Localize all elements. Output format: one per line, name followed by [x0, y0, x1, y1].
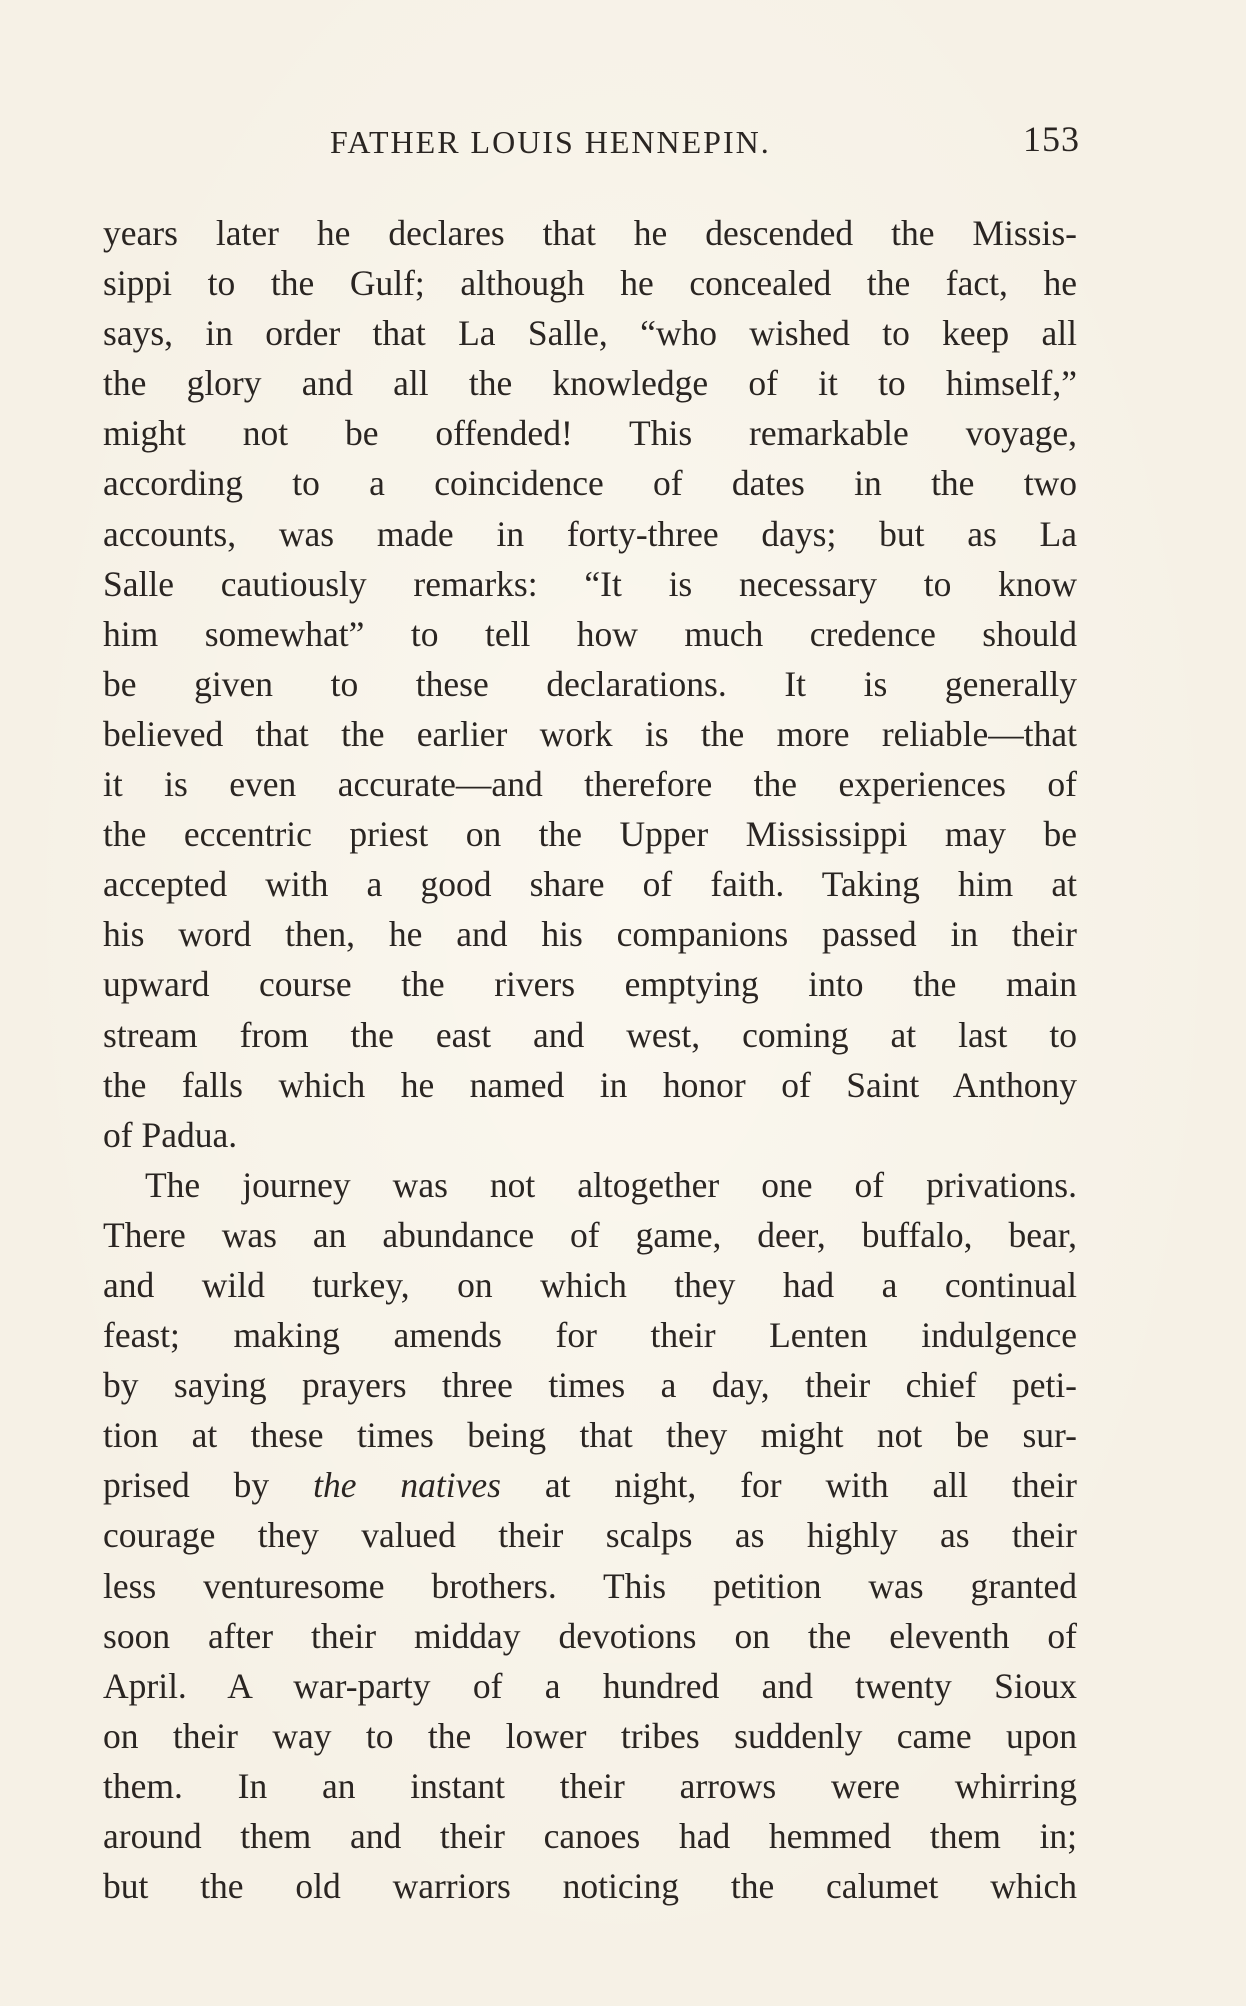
- text-segment: stream from the east and west, coming at last to: [103, 1014, 1077, 1055]
- text-segment: the eccentric priest on the Upper Mississippi may be: [103, 814, 1077, 855]
- text-line: [103, 1611, 1077, 1661]
- running-head: [100, 118, 1080, 168]
- text-line: [103, 809, 1077, 859]
- text-segment: but the old warriors noticing the calumet which: [103, 1866, 1077, 1907]
- text-segment: soon after their midday devotions on the eleventh of: [103, 1615, 1077, 1656]
- text-segment: April. A war-party of a hundred and twenty Sioux: [103, 1665, 1077, 1706]
- text-line: [103, 1410, 1077, 1460]
- text-segment: of Padua.: [103, 1114, 238, 1155]
- text-line: [103, 1711, 1077, 1761]
- text-segment: years later he declares that he descended the Missis-: [103, 213, 1077, 253]
- text-line: [103, 208, 1077, 258]
- text-line: [103, 659, 1077, 709]
- text-line: [103, 559, 1077, 609]
- text-segment: accepted with a good share of faith. Taking him at: [103, 864, 1077, 905]
- text-line: [103, 1360, 1077, 1410]
- text-segment: believed that the earlier work is the more reliable—that: [103, 713, 1077, 754]
- text-line: [103, 509, 1077, 559]
- text-segment: feast; making amends for their Lenten indulgence: [103, 1315, 1077, 1356]
- text-line: [103, 258, 1077, 308]
- text-segment: him somewhat” to tell how much credence should: [103, 613, 1077, 654]
- text-line: [103, 1510, 1077, 1560]
- running-title: FATHER LOUIS HENNEPIN.: [330, 124, 771, 160]
- text-segment: around them and their canoes had hemmed them in;: [103, 1816, 1077, 1856]
- text-line: [103, 1260, 1077, 1310]
- text-line: [103, 1210, 1077, 1260]
- italic-text: the natives: [313, 1465, 501, 1506]
- text-segment: The journey was not altogether one of privations.: [145, 1164, 1077, 1205]
- text-segment: them. In an instant their arrows were whirring: [103, 1765, 1077, 1806]
- text-segment: the glory and all the knowledge of it to himself,”: [103, 363, 1077, 404]
- text-segment: There was an abundance of game, deer, buffalo, bear,: [103, 1214, 1077, 1255]
- text-line: [103, 408, 1077, 458]
- text-line: [103, 1661, 1077, 1711]
- text-segment: and wild turkey, on which they had a continual: [103, 1264, 1077, 1305]
- text-line: [103, 358, 1077, 408]
- text-line: [103, 458, 1077, 508]
- text-line: [103, 1460, 1077, 1510]
- page-number: 153: [1023, 119, 1080, 159]
- text-segment: on their way to the lower tribes suddenly came upon: [103, 1715, 1077, 1756]
- text-line: [103, 308, 1077, 358]
- text-line: [103, 1160, 1077, 1210]
- text-segment: says, in order that La Salle, “who wished to keep all: [103, 313, 1077, 354]
- text-segment: prised by: [103, 1465, 314, 1506]
- text-line: [103, 1861, 1077, 1911]
- text-segment: sippi to the Gulf; although he concealed the fact, he: [103, 263, 1077, 304]
- text-line: [103, 759, 1077, 809]
- text-line: [103, 859, 1077, 909]
- text-line: [103, 1310, 1077, 1360]
- text-line: [103, 609, 1077, 659]
- text-line: [103, 1060, 1077, 1110]
- text-segment: according to a coincidence of dates in the two: [103, 463, 1077, 504]
- text-line: [103, 1010, 1077, 1060]
- text-line: [103, 1561, 1077, 1611]
- text-segment: be given to these declarations. It is generally: [103, 663, 1077, 704]
- text-segment: it is even accurate—and therefore the experiences of: [103, 764, 1077, 805]
- text-segment: accounts, was made in forty-three days; but as La: [103, 513, 1077, 554]
- text-line: [103, 709, 1077, 759]
- text-segment: his word then, he and his companions passed in their: [103, 914, 1077, 955]
- text-segment: the falls which he named in honor of Saint Anthony: [103, 1064, 1077, 1105]
- text-line: [103, 1761, 1077, 1811]
- text-segment: less venturesome brothers. This petition was granted: [103, 1565, 1077, 1606]
- text-segment: might not be offended! This remarkable voyage,: [103, 413, 1077, 454]
- text-segment: courage they valued their scalps as highly as their: [103, 1515, 1077, 1556]
- text-segment: Salle cautiously remarks: “It is necessary to know: [103, 563, 1077, 604]
- text-segment: by saying prayers three times a day, their chief peti-: [103, 1365, 1077, 1406]
- text-line: [103, 1811, 1077, 1861]
- text-segment: at night, for with all their: [500, 1465, 1078, 1506]
- text-line: [103, 959, 1077, 1009]
- text-line: [103, 1110, 1077, 1160]
- body-text: [103, 208, 1077, 1911]
- text-segment: upward course the rivers emptying into the main: [103, 964, 1077, 1005]
- text-line: [103, 909, 1077, 959]
- text-segment: tion at these times being that they might not be sur-: [103, 1415, 1077, 1456]
